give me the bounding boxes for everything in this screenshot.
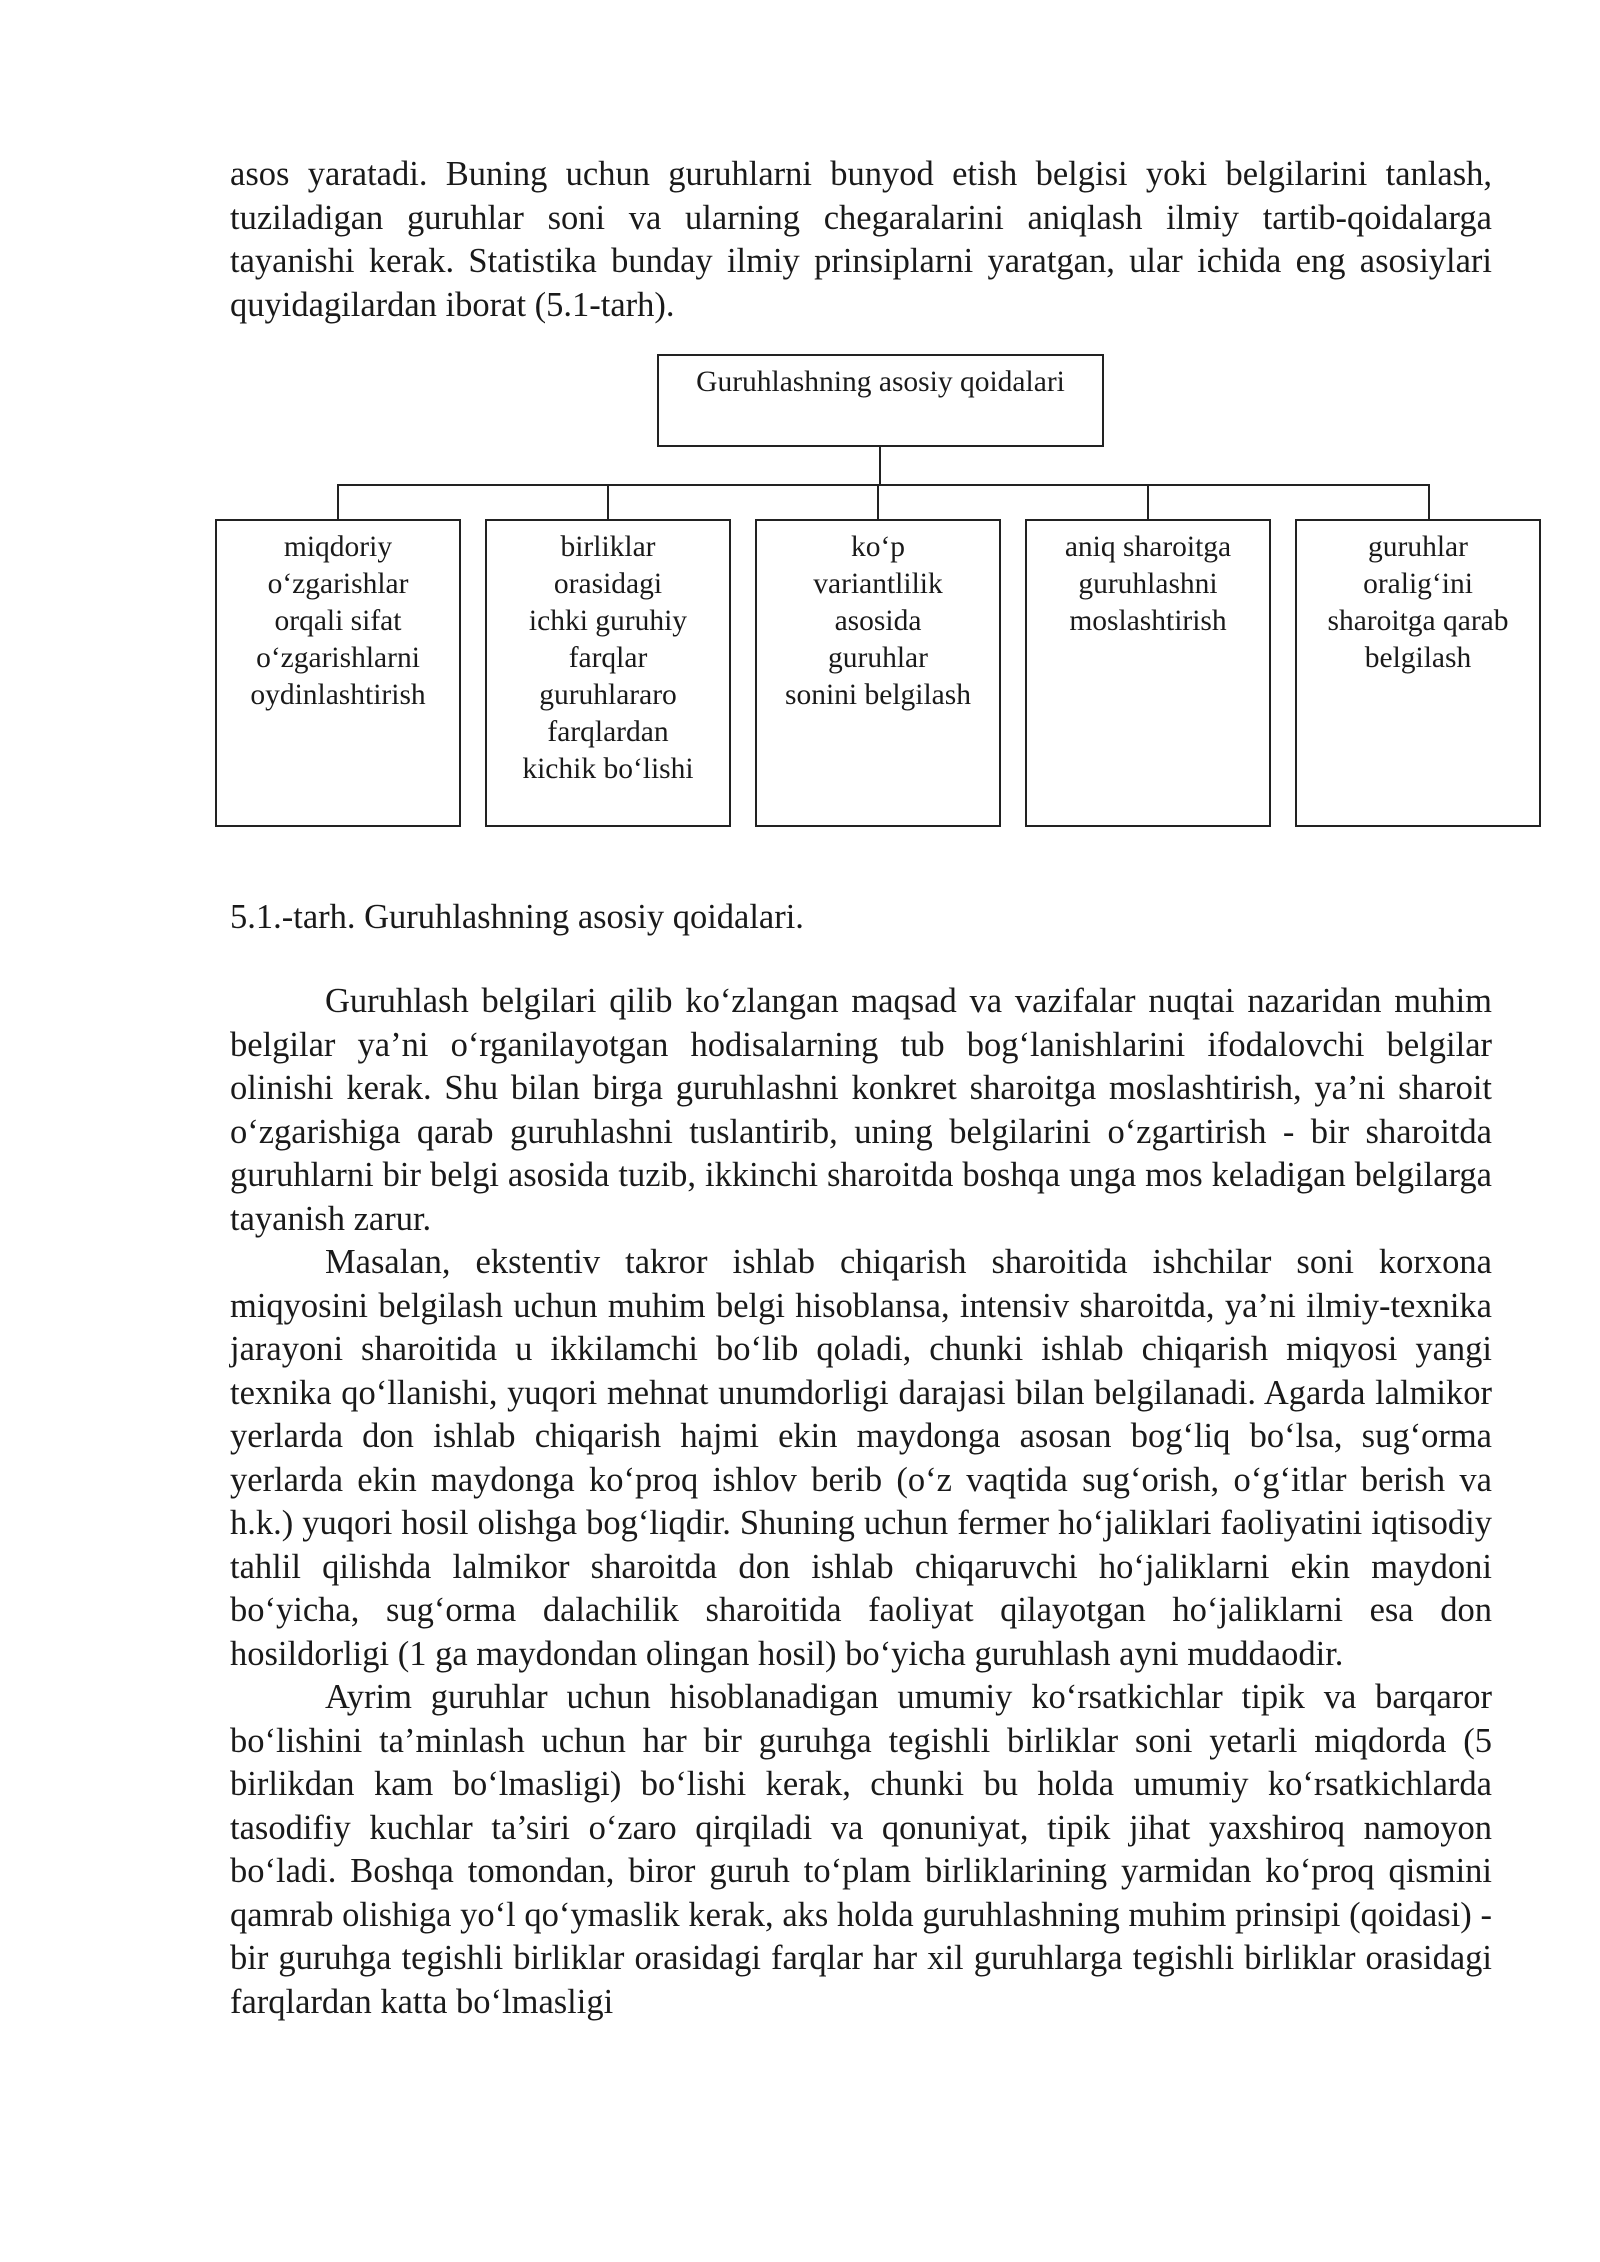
connector-drop-1 (337, 484, 339, 520)
diagram-child-label: aniq sharoitga guruhlashni moslashtirish (1064, 531, 1232, 637)
connector-bus (338, 484, 1430, 486)
intro-paragraph (230, 153, 1492, 327)
connector-drop-5 (1428, 484, 1430, 520)
diagram-child-box-4 (1025, 519, 1271, 827)
connector-drop-4 (1147, 484, 1149, 520)
diagram-child-box-2 (485, 519, 731, 827)
diagram-child-box-3 (755, 519, 1001, 827)
body-paragraph-3: Ayrim guruhlar uchun hisoblanadigan umumiy ko‘rsatkichlar tipik va barqaror bo‘lishini ta’minlash uchun har bir guruhga tegishli birliklar soni yetarli miqdorda (5 birlikdan kam bo‘lmasligi) bo‘lishi kerak, chunki bu holda umumiy ko‘rsatkichlarda tasodifiy kuchlar ta’siri o‘zaro qirqiladi va qonuniyat, tipik jihat yaxshiroq namoyon bo‘ladi. Boshqa tomondan, biror guruh to‘plam birliklarining yarmidan ko‘proq qismini qamrab olishiga yo‘l qo‘ymaslik kerak, aks holda guruhlashning muhim prinsipi (qoidasi) - bir guruhga tegishli birliklar orasidagi farqlar har xil guruhlarga tegishli birliklar orasidagi farqlardan katta bo‘lmasligi (230, 1678, 1492, 2021)
connector-drop-3 (877, 484, 879, 520)
diagram-child-box-1 (215, 519, 461, 827)
diagram-child-label: guruhlar oralig‘ini sharoitga qarab belgilash (1327, 531, 1509, 674)
body-text (230, 980, 1492, 2024)
diagram-root-label: Guruhlashning asosiy qoidalari (696, 366, 1065, 398)
diagram-child-box-5 (1295, 519, 1541, 827)
diagram-child-label: ko‘p variantlilik asosida guruhlar sonini belgilash (784, 531, 971, 711)
diagram-root-box (657, 354, 1104, 447)
body-paragraph-1: Guruhlash belgilari qilib ko‘zlangan maqsad va vazifalar nuqtai nazaridan muhim belgilar ya’ni o‘rganilayotgan hodisalarning tub bog‘lanishlarini ifodalovchi belgilar olinishi kerak. Shu bilan birga guruhlashni konkret sharoitga moslashtirish, ya’ni sharoit o‘zgarishiga qarab guruhlashni tuslantirib, uning belgilarini o‘zgartirish - bir sharoitda guruhlarni bir belgi asosida tuzib, ikkinchi sharoitda boshqa unga mos keladigan belgilarga tayanish zarur. (230, 982, 1492, 1238)
diagram-child-label: miqdoriy o‘zgarishlar orqali sifat o‘zgarishlarni oydinlashtirish (250, 531, 426, 711)
diagram-child-label: birliklar orasidagi ichki guruhiy farqlar guruhlararo farqlardan kichik bo‘lishi (522, 531, 694, 785)
body-paragraph-2: Masalan, ekstentiv takror ishlab chiqarish sharoitida ishchilar soni korxona miqyosini belgilash uchun muhim belgi hisoblansa, intensiv sharoitda, ya’ni ilmiy-texnika jarayoni sharoitida u ikkilamchi bo‘lib qoladi, chunki ishlab chiqarish miqyosi yangi texnika qo‘llanishi, yuqori mehnat unumdorligi darajasi bilan belgilanadi. Agarda lalmikor yerlarda don ishlab chiqarish hajmi ekin maydonga asosan bog‘liq bo‘lsa, sug‘orma yerlarda ekin maydonga ko‘proq ishlov berib (o‘z vaqtida sug‘orish, o‘g‘itlar berish va h.k.) yuqori hosil olishga bog‘liqdir. Shuning uchun fermer ho‘jaliklari faoliyatini iqtisodiy tahlil qilishda lalmikor sharoitda don ishlab chiqaruvchi ho‘jaliklarni ekin maydoni bo‘yicha, sug‘orma dalachilik sharoitida faoliyat qilayotgan ho‘jaliklarni esa don hosildorligi (1 ga maydondan olingan hosil) bo‘yicha guruhlash ayni muddaodir. (230, 1243, 1492, 1673)
intro-text: asos yaratadi. Buning uchun guruhlarni bunyod etish belgisi yoki belgilarini tanlash, tuziladigan guruhlar soni va ularning chegaralarini aniqlash ilmiy tartib-qoidalarga tayanishi kerak. Statistika bunday ilmiy prinsiplarni yaratgan, ular ichida eng asosiylari quyidagilardan iborat (5.1-tarh). (230, 155, 1492, 324)
connector-drop-2 (607, 484, 609, 520)
figure-caption: 5.1.-tarh. Guruhlashning asosiy qoidalari. (230, 898, 804, 936)
connector-trunk (879, 447, 881, 485)
